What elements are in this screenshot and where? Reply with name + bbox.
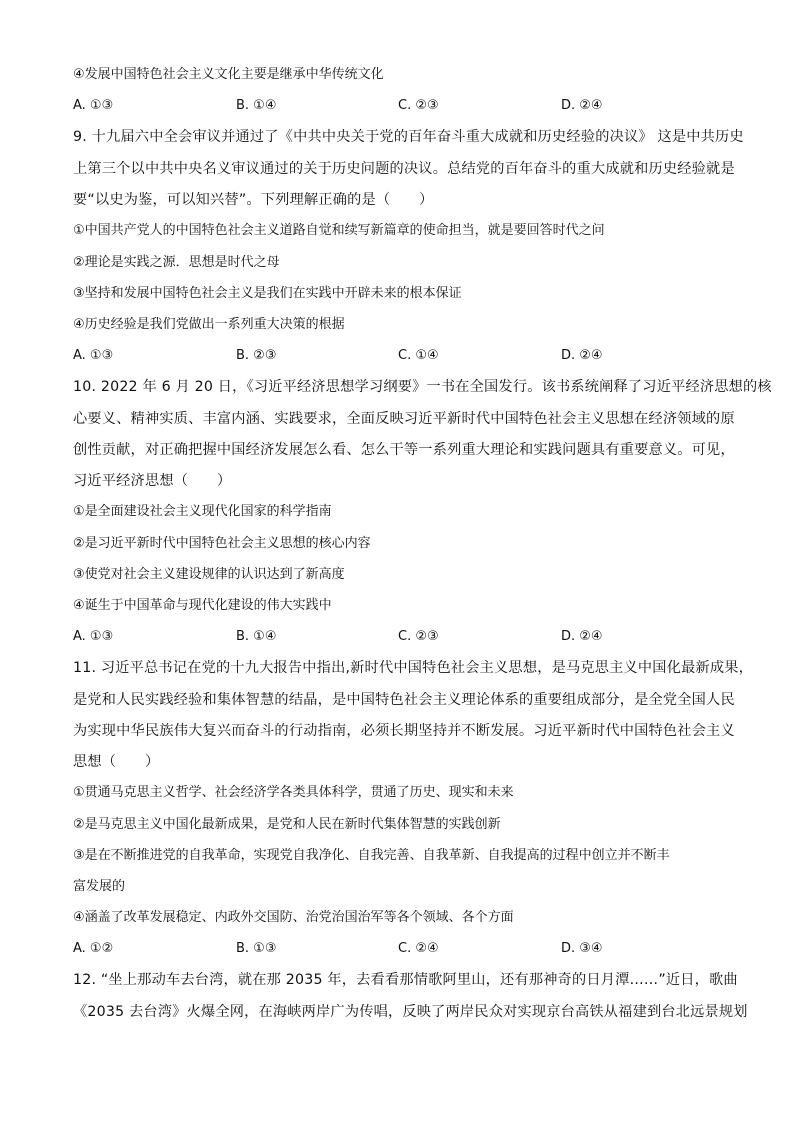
text-line: 要“以史为鉴，可以知兴替”。下列理解正确的是（ ）	[73, 192, 434, 208]
option-c: C. ②③	[398, 629, 439, 644]
answer-options-row	[73, 627, 633, 647]
option-d: D. ②④	[561, 348, 603, 363]
text-line: 创性贡献，对正确把握中国经济发展怎么看、怎么干等一系列重大理论和实践问题具有重要意义。可见，	[73, 442, 735, 458]
text-line: ②理论是实践之源．思想是时代之母	[73, 255, 280, 270]
option-d: D. ③④	[561, 941, 603, 956]
option-b: B. ①④	[236, 98, 277, 113]
option-d: D. ②④	[561, 98, 603, 113]
text-line: 富发展的	[73, 879, 126, 894]
text-line: 11. 习近平总书记在党的十九大报告中指出,新时代中国特色社会主义思想，是马克思主义中国化最新成果，	[73, 660, 754, 676]
text-line: 9. 十九届六中全会审议并通过了《中共中央关于党的百年奋斗重大成就和历史经验的决议》 这是中共历史	[73, 129, 744, 145]
option-a: A. ①②	[73, 941, 114, 956]
text-line: ③使党对社会主义建设规律的认识达到了新高度	[73, 567, 345, 582]
option-a: A. ①③	[73, 348, 114, 363]
text-line: 为实现中华民族伟大复兴而奋斗的行动指南，必须长期坚持并不断发展。习近平新时代中国特色社会主义	[73, 723, 735, 739]
text-line: ②是习近平新时代中国特色社会主义思想的核心内容	[73, 536, 371, 551]
text-line: ④涵盖了改革发展稳定、内政外交国防、治党治国治军等各个领域、各个方面	[73, 910, 514, 925]
option-b: B. ①③	[236, 941, 277, 956]
option-c: C. ①④	[398, 348, 439, 363]
option-b: B. ②③	[236, 348, 277, 363]
text-line: 《2035 去台湾》火爆全网，在海峡两岸广为传唱，反映了两岸民众对实现京台高铁从福建到台北远景规划	[73, 1004, 748, 1020]
text-line: ③是在不断推进党的自我革命，实现党自我净化、自我完善、自我革新、自我提高的过程中创立并不断丰	[73, 848, 670, 863]
answer-options-row	[73, 96, 633, 116]
text-line: ②是马克思主义中国化最新成果，是党和人民在新时代集体智慧的实践创新	[73, 817, 501, 832]
option-a: A. ①③	[73, 98, 114, 113]
text-line: ④诞生于中国革命与现代化建设的伟大实践中	[73, 598, 332, 613]
text-line: 心要义、精神实质、丰富内涵、实践要求，全面反映习近平新时代中国特色社会主义思想在经济领域的原	[73, 411, 735, 427]
text-line: ①贯通马克思主义哲学、社会经济学各类具体科学，贯通了历史、现实和未来	[73, 785, 514, 800]
option-a: A. ①③	[73, 629, 114, 644]
text-line: 是党和人民实践经验和集体智慧的结晶，是中国特色社会主义理论体系的重要组成部分，是全党全国人民	[73, 692, 735, 708]
text-line: 上第三个以中共中央名义审议通过的关于历史问题的决议。总结党的百年奋斗的重大成就和历史经验就是	[73, 161, 735, 177]
text-line: 12. “坐上那动车去台湾，就在那 2035 年，去看看那情歌阿里山，还有那神奇的日月潭……”近日，歌曲	[73, 972, 738, 988]
option-c: C. ②③	[398, 98, 439, 113]
text-line: ④历史经验是我们党做出一系列重大决策的根据	[73, 317, 345, 332]
answer-options-row	[73, 346, 633, 366]
option-c: C. ②④	[398, 941, 439, 956]
text-line: ①是全面建设社会主义现代化国家的科学指南	[73, 504, 332, 519]
option-b: B. ①④	[236, 629, 277, 644]
text-line: 10. 2022 年 6 月 20 日，《习近平经济思想学习纲要》一书在全国发行。该书系统阐释了习近平经济思想的核	[73, 379, 772, 395]
text-line: ①中国共产党人的中国特色社会主义道路自觉和续写新篇章的使命担当，就是要回答时代之问	[73, 223, 605, 238]
text-line: ③坚持和发展中国特色社会主义是我们在实践中开辟未来的根本保证	[73, 286, 462, 301]
text-line: ④发展中国特色社会主义文化主要是继承中华传统文化	[73, 67, 384, 82]
text-line: 习近平经济思想（ ）	[73, 473, 232, 489]
text-line: 思想（ ）	[73, 754, 160, 770]
option-d: D. ②④	[561, 629, 603, 644]
answer-options-row	[73, 939, 633, 959]
